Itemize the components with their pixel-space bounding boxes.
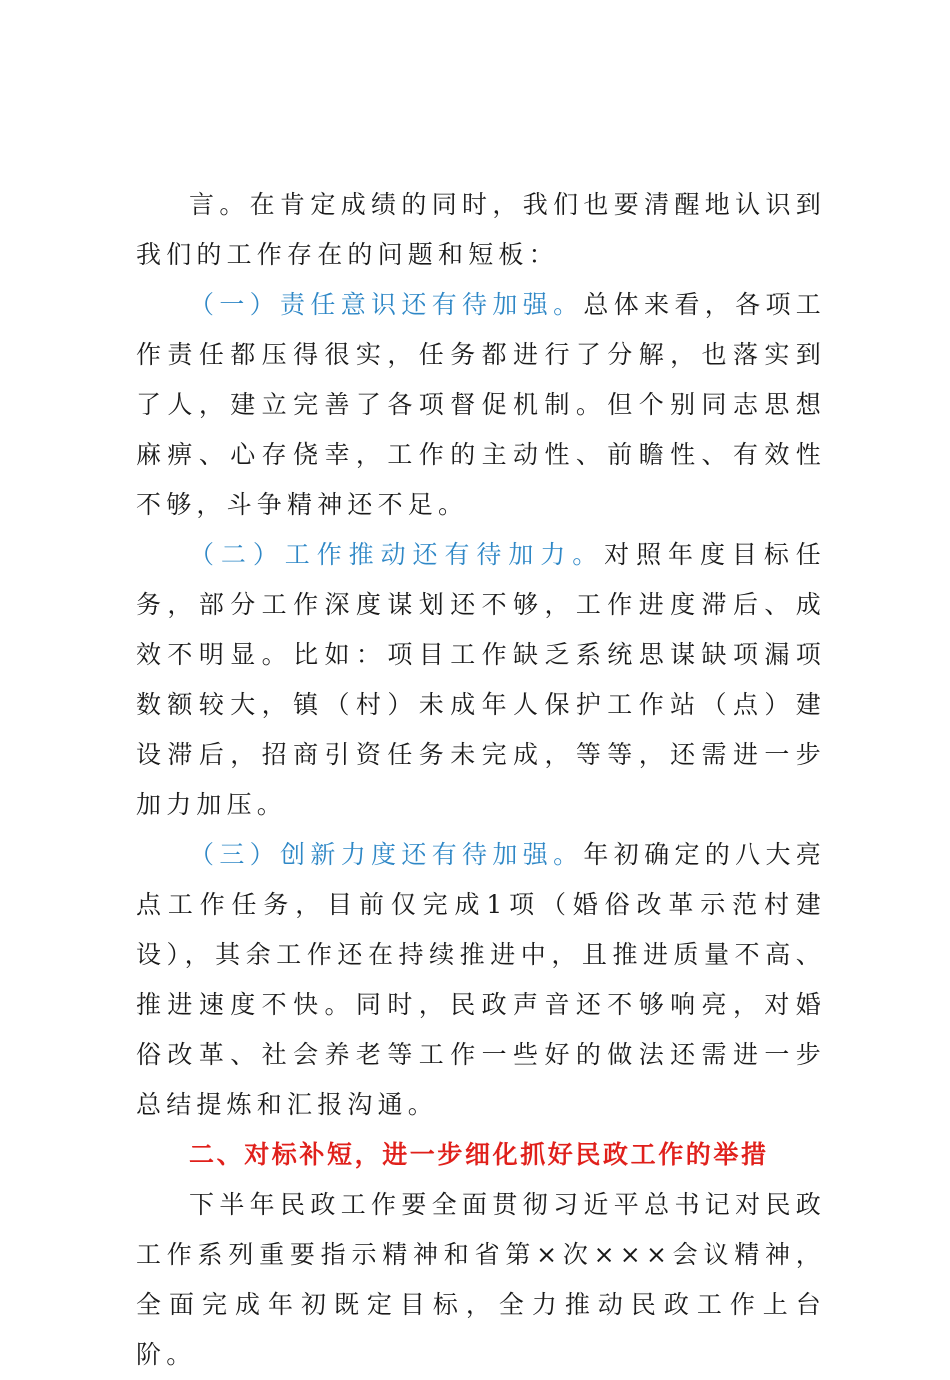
section-two-heading: 二、对标补短，进一步细化抓好民政工作的举措 <box>189 1140 769 1169</box>
problem-2-body: 对照年度目标任务，部分工作深度谋划还不够，工作进度滞后、成效不明显。比如：项目工作缺乏系统思谋缺项漏项数额较大，镇（村）未成年人保护工作站（点）建设滞后，招商引资任务未完成，等等，还需进一步加力加压。 <box>136 540 826 819</box>
section-two-paragraph <box>136 1180 826 1380</box>
document-body <box>136 180 826 1380</box>
problem-3-body: 年初确定的八大亮点工作任务，目前仅完成1项（婚俗改革示范村建设），其余工作还在持续推进中，且推进质量不高、推进速度不快。同时，民政声音还不够响亮，对婚俗改革、社会养老等工作一些好的做法还需进一步总结提炼和汇报沟通。 <box>136 840 826 1119</box>
problem-paragraph-2 <box>136 530 826 830</box>
section-two-body: 下半年民政工作要全面贯彻习近平总书记对民政工作系列重要指示精神和省第×次×××会议精神，全面完成年初既定目标，全力推动民政工作上台阶。 <box>136 1190 826 1369</box>
intro-text: 言。在肯定成绩的同时，我们也要清醒地认识到我们的工作存在的问题和短板： <box>136 190 826 269</box>
problem-paragraph-1 <box>136 280 826 530</box>
problem-1-heading: （一）责任意识还有待加强。 <box>189 290 584 319</box>
problem-paragraph-3 <box>136 830 826 1130</box>
problem-3-heading: （三）创新力度还有待加强。 <box>189 840 584 869</box>
problem-2-heading: （二）工作推动还有待加力。 <box>189 540 605 569</box>
problem-1-body: 总体来看，各项工作责任都压得很实，任务都进行了分解，也落实到了人，建立完善了各项督促机制。但个别同志思想麻痹、心存侥幸，工作的主动性、前瞻性、有效性不够，斗争精神还不足。 <box>136 290 826 519</box>
intro-paragraph <box>136 180 826 280</box>
